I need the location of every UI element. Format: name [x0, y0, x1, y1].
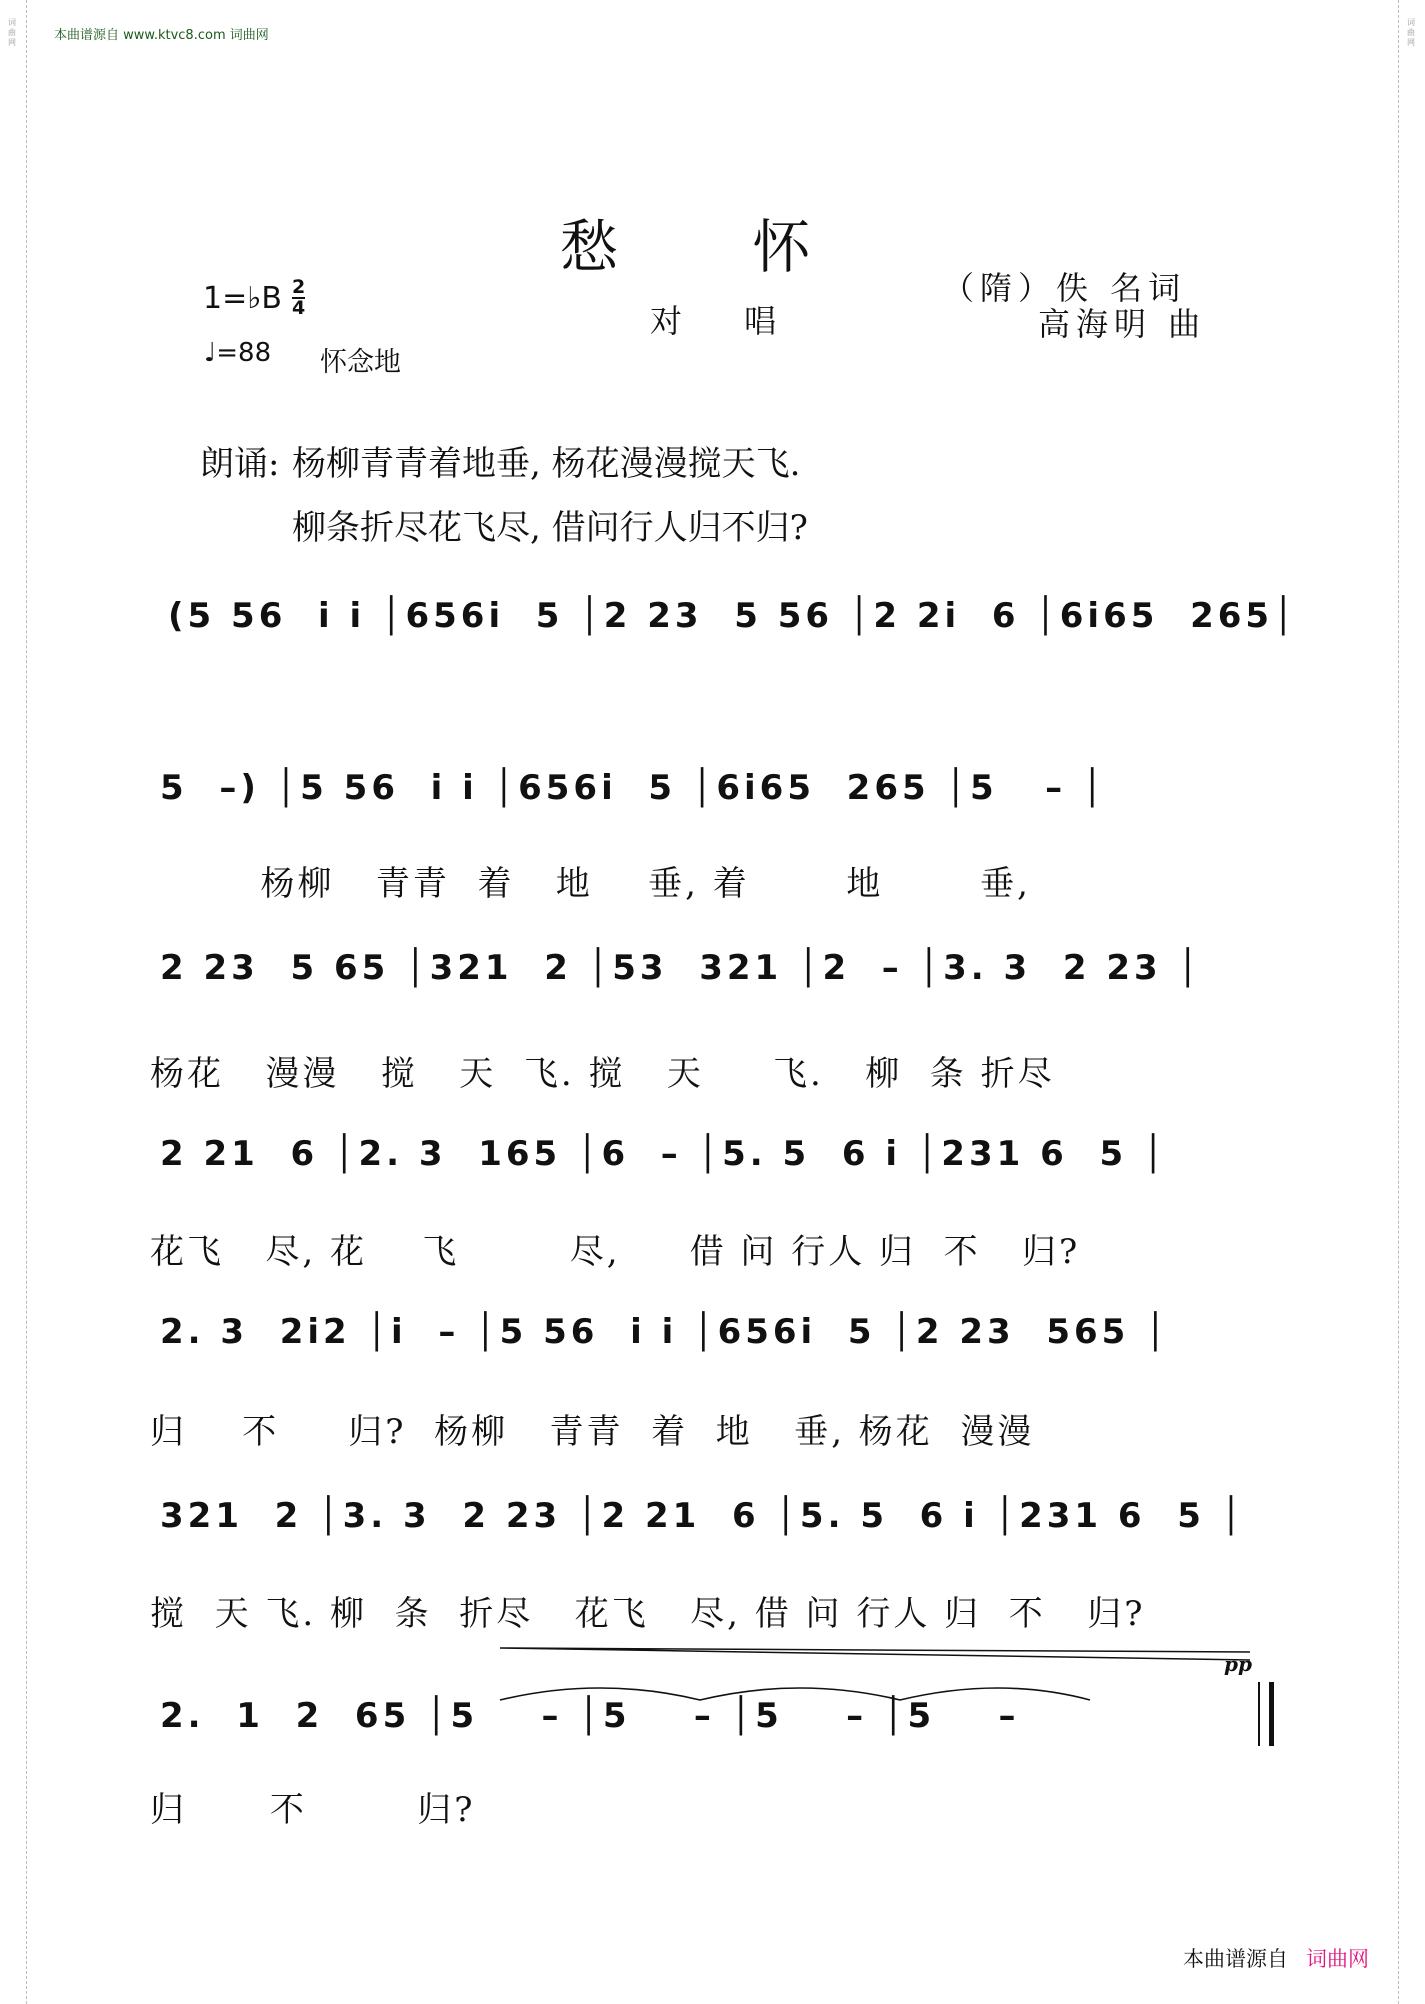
- footer-source: 本曲谱源自: [1183, 1947, 1288, 1971]
- staff-line-6: 321 2 │3. 3 2 23 │2 21 6 │5. 5 6 i │231 6 5 │: [160, 1496, 1246, 1536]
- dynamic-pp: pp: [1224, 1652, 1252, 1676]
- lyrics-line-2: 杨柳 青青 着 地 垂, 着 地 垂,: [150, 864, 1031, 904]
- song-subtitle: 对 唱: [650, 302, 803, 340]
- song-title: 愁 怀: [560, 213, 869, 281]
- source-note: 本曲谱源自 www.ktvc8.com 词曲网: [54, 28, 269, 43]
- footer: [1183, 1943, 1369, 1973]
- time-signature-top: 2: [292, 276, 306, 298]
- recitation-line-1: 杨柳青青着地垂, 杨花漫漫搅天飞.: [292, 444, 801, 484]
- recitation-line-2: 柳条折尽花飞尽, 借问行人归不归?: [292, 508, 808, 548]
- lyrics-line-7: 归 不 归?: [150, 1790, 476, 1830]
- footer-site-link[interactable]: 词曲网: [1306, 1947, 1369, 1971]
- side-watermark-text: 词曲网: [1407, 18, 1415, 47]
- staff-line-7: 2. 1 2 65 │5 – │5 – │5 – │5 –: [160, 1696, 1020, 1736]
- lyrics-line-5: 归 不 归? 杨柳 青青 着 地 垂, 杨花 漫漫: [150, 1412, 1035, 1452]
- composer-credit: 高海明 曲: [1038, 305, 1207, 343]
- lyrics-line-3: 杨花 漫漫 搅 天 飞. 搅 天 飞. 柳 条 折尽: [150, 1054, 1055, 1094]
- staff-line-3: 2 23 5 65 │321 2 │53 321 │2 – │3. 3 2 23 │: [160, 948, 1202, 988]
- lyricist-credit: （隋）佚 名词: [942, 269, 1187, 307]
- expression-mark: 怀念地: [320, 347, 401, 378]
- lyrics-line-4: 花飞 尽, 花 飞 尽, 借 问 行人 归 不 归?: [150, 1232, 1081, 1272]
- recitation-label: 朗诵:: [200, 444, 280, 484]
- tie-arc: [500, 1688, 1090, 1700]
- staff-line-5: 2. 3 2i2 │i – │5 56 i i │656i 5 │2 23 565 │: [160, 1312, 1170, 1352]
- staff-line-2: 5 –) │5 56 i i │656i 5 │6i65 265 │5 – │: [160, 768, 1107, 808]
- time-signature-bottom: 4: [292, 297, 306, 319]
- staff-line-4: 2 21 6 │2. 3 165 │6 – │5. 5 6 i │231 6 5 │: [160, 1134, 1168, 1174]
- side-watermark-text: 词曲网: [8, 18, 16, 47]
- tempo-mark: ♩=88: [204, 338, 272, 368]
- key-signature: 1=♭B: [203, 281, 282, 316]
- staff-line-1: (5 56 i i │656i 5 │2 23 5 56 │2 2i 6 │6i65 265│: [168, 596, 1298, 636]
- lyrics-line-6: 搅 天 飞. 柳 条 折尽 花飞 尽, 借 问 行人 归 不 归?: [150, 1594, 1146, 1634]
